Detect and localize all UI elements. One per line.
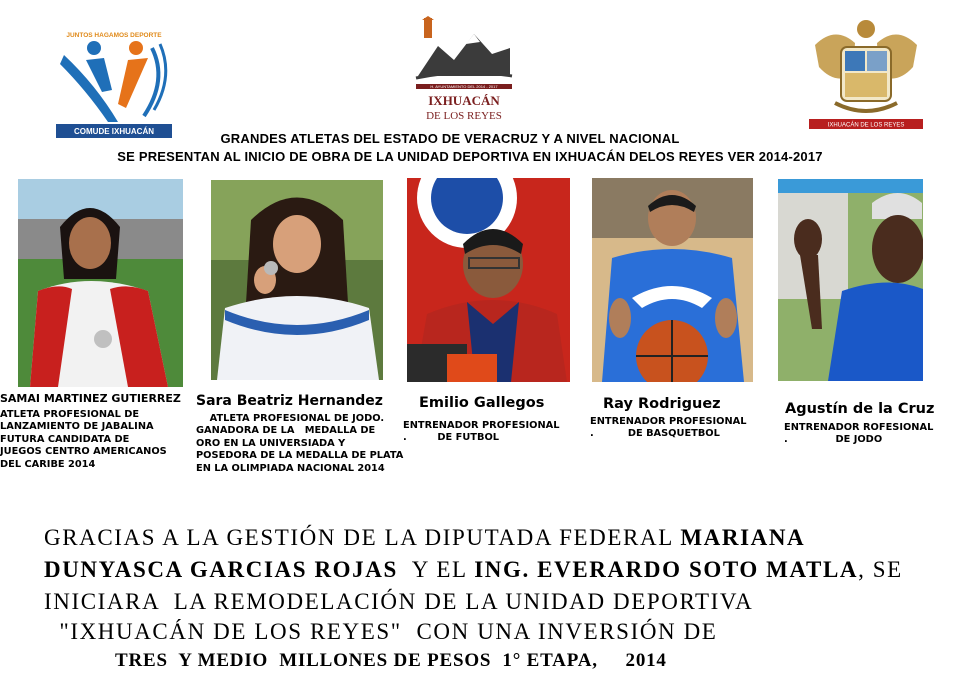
ixhuacan-tag: H. AYUNTAMIENTO DEL 2014 - 2017 xyxy=(430,84,498,89)
athlete-name-2: Sara Beatriz Hernandez xyxy=(196,393,383,409)
ixhuacan-logo xyxy=(414,16,514,126)
desc-line: . DE BASQUETBOL xyxy=(590,428,720,440)
coach-name-1: Emilio Gallegos xyxy=(419,395,545,411)
announcement-line-3: INICIARA LA REMODELACIÓN DE LA UNIDAD DEPORTIVA xyxy=(44,589,754,614)
announcement-text: , SE xyxy=(858,557,903,582)
desc-line: ENTRENADOR PROFESIONAL xyxy=(403,420,560,431)
heading-line-1: GRANDES ATLETAS DEL ESTADO DE VERACRUZ Y A NIVEL NACIONAL xyxy=(220,131,680,146)
desc-line: FUTURA CANDIDATA DE xyxy=(0,433,130,445)
engineer-name: ING. EVERARDO SOTO MATLA xyxy=(474,557,859,582)
coach-photo-agustin xyxy=(778,179,923,381)
desc-line: ENTRENADOR ROFESIONAL xyxy=(784,422,934,433)
coach-photo-emilio xyxy=(407,178,570,382)
announcement-line-5: TRES Y MEDIO MILLONES DE PESOS 1° ETAPA, 2014 xyxy=(115,650,667,671)
announcement-text: GRACIAS A LA GESTIÓN DE LA DIPUTADA FEDERAL xyxy=(44,525,681,550)
coach-desc-1 xyxy=(403,420,560,445)
comude-tagline: JUNTOS HAGAMOS DEPORTE xyxy=(66,32,162,39)
desc-line: DEL CARIBE 2014 xyxy=(0,458,96,470)
desc-line: POSEDORA DE LA MEDALLA DE PLATA xyxy=(196,450,404,462)
comude-name: COMUDE IXHUACÁN xyxy=(74,127,154,136)
announcement-line-1 xyxy=(44,525,805,551)
desc-line: . DE FUTBOL xyxy=(403,432,500,444)
athlete-photo-sara xyxy=(211,180,383,380)
seal-label: IXHUACÁN DE LOS REYES xyxy=(827,122,905,129)
coach-photo-ray xyxy=(592,178,753,382)
heading-line-2: SE PRESENTAN AL INICIO DE OBRA DE LA UNIDAD DEPORTIVA EN IXHUACÁN DELOS REYES VER 2014-2017 xyxy=(117,149,823,164)
announcement-line-4: "IXHUACÁN DE LOS REYES" CON UNA INVERSIÓN DE xyxy=(52,619,718,644)
desc-line: EN LA OLIMPIADA NACIONAL 2014 xyxy=(196,462,385,474)
ixhuacan-sub: DE LOS REYES xyxy=(426,110,502,122)
desc-line: LANZAMIENTO DE JABALINA xyxy=(0,421,154,433)
desc-line: . DE JODO xyxy=(784,434,883,446)
desc-line: ATLETA PROFESIONAL DE xyxy=(0,409,140,420)
deputy-first-name: MARIANA xyxy=(680,525,806,550)
desc-line: ORO EN LA UNIVERSIADA Y xyxy=(196,437,346,449)
coach-desc-2 xyxy=(590,416,747,441)
athlete-desc-1 xyxy=(0,409,167,471)
ixhuacan-name: IXHUACÁN xyxy=(428,93,500,108)
desc-line: GANADORA DE LA MEDALLA DE xyxy=(196,425,376,437)
desc-line: ENTRENADOR PROFESIONAL xyxy=(590,416,747,427)
coach-name-2: Ray Rodriguez xyxy=(603,396,721,412)
athlete-photo-samai xyxy=(18,179,183,387)
coach-name-3: Agustín de la Cruz xyxy=(785,401,935,417)
announcement-line-2 xyxy=(44,557,903,583)
municipal-seal-logo xyxy=(805,15,927,133)
deputy-last-name: DUNYASCA GARCIAS ROJAS xyxy=(44,557,398,582)
athlete-desc-2 xyxy=(196,413,403,475)
coach-desc-3 xyxy=(784,422,933,447)
desc-line: JUEGOS CENTRO AMERICANOS xyxy=(0,446,167,458)
desc-line: ATLETA PROFESIONAL DE JODO. xyxy=(196,413,385,424)
athlete-name-1: SAMAI MARTINEZ GUTIERREZ xyxy=(0,392,181,405)
announcement-text: Y EL xyxy=(397,557,475,582)
comude-logo xyxy=(56,30,172,138)
